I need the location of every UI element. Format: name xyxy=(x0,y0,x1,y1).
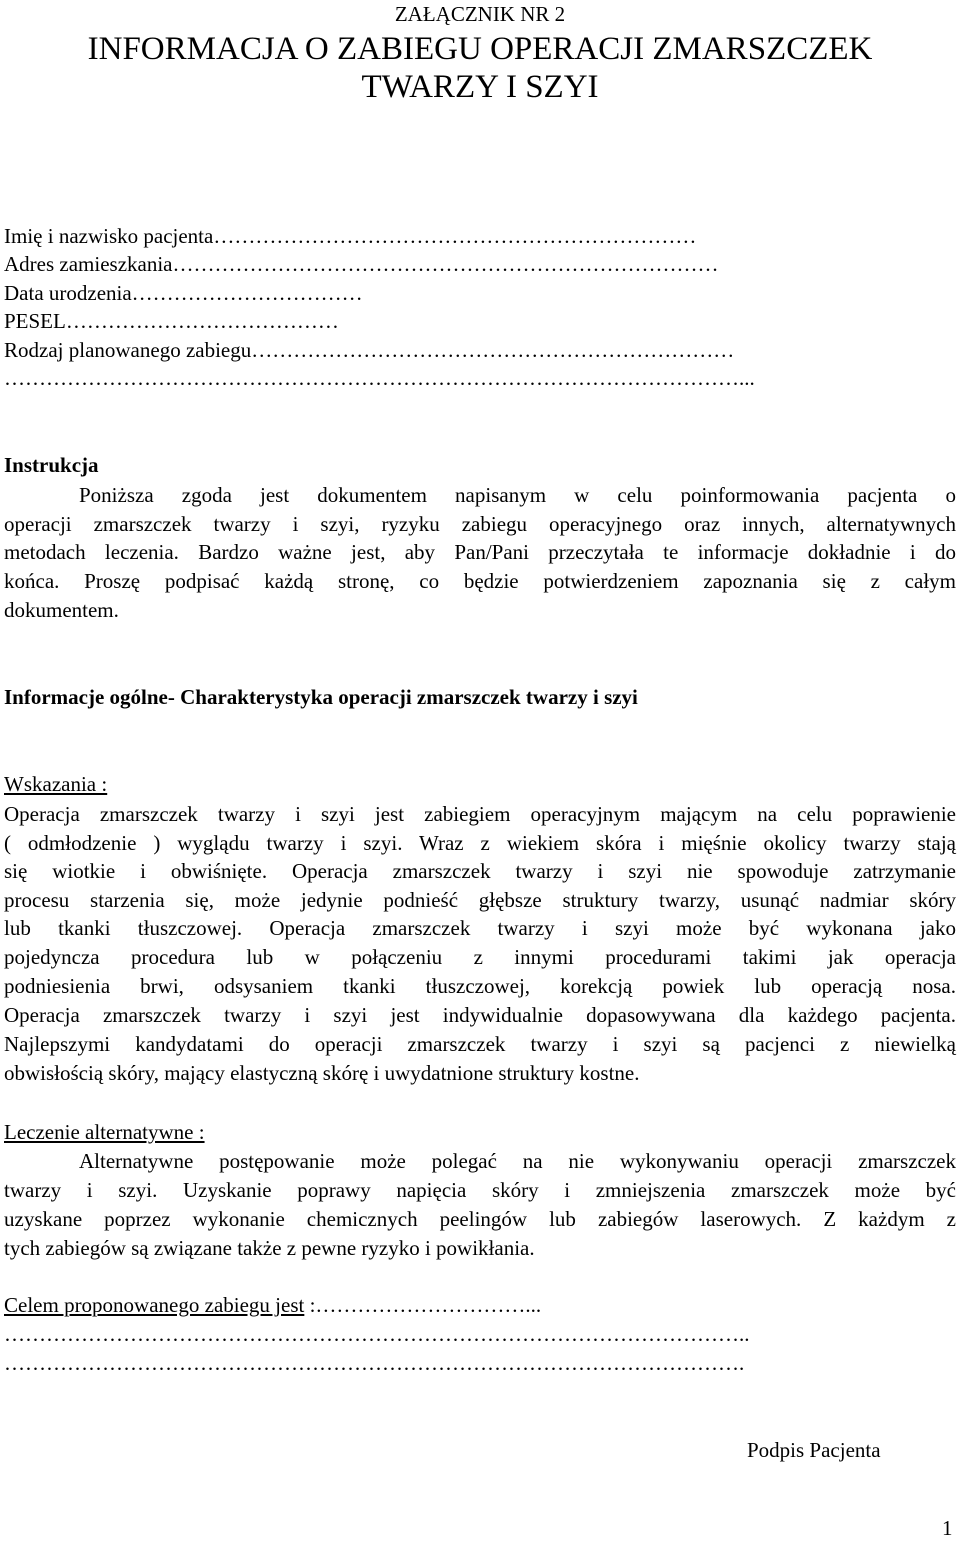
document-title-line-1: INFORMACJA O ZABIEGU OPERACJI ZMARSZCZEK xyxy=(87,31,873,67)
leczenie-line: uzyskane poprzez wykonanie chemicznych peelingów lub zabiegów laserowych. Z każdym z xyxy=(4,1207,956,1231)
cel-dots: :…………………………... xyxy=(304,1293,542,1317)
patient-pesel-field: PESEL………………………………… xyxy=(4,309,339,333)
wskazania-line: lub tkanki tłuszczowej. Operacja zmarszczek twarzy i szyi może być wykonana jako xyxy=(4,916,956,940)
cel-row xyxy=(4,1291,956,1320)
cel-dots-line: …………………………………………………………………………………………….. xyxy=(4,1322,750,1346)
wskazania-line: ( odmłodzenie ) wyglądu twarzy i szyi. Wraz z wiekiem skóra i mięśnie okolicy twarzy stają xyxy=(4,831,956,855)
wskazania-line: Operacja zmarszczek twarzy i szyi jest zabiegiem operacyjnym mającym na celu poprawienie xyxy=(4,802,956,826)
wskazania-line: Operacja zmarszczek twarzy i szyi jest indywidualnie dopasowywana dla każdego pacjenta. xyxy=(4,1003,956,1027)
instrukcja-heading: Instrukcja xyxy=(4,453,99,477)
patient-address-field: Adres zamieszkania…………………………………………………………………… xyxy=(4,252,719,276)
leczenie-line: twarzy i szyi. Uzyskanie poprawy napięcia skóry i zmniejszenia zmarszczek może być xyxy=(4,1178,956,1202)
procedure-type-field: Rodzaj planowanego zabiegu…………………………………………………………… xyxy=(4,338,735,362)
informacje-heading: Informacje ogólne- Charakterystyka operacji zmarszczek twarzy i szyi xyxy=(4,685,638,709)
wskazania-line: podniesienia brwi, odsysaniem tkanki tłuszczowej, korekcją powiek lub operacją nosa. xyxy=(4,974,956,998)
instrukcja-line: operacji zmarszczek twarzy i szyi, ryzyku zabiegu operacyjnego oraz innych, alternatywnych xyxy=(4,512,956,536)
wskazania-heading: Wskazania : xyxy=(4,772,108,796)
page-number: 1 xyxy=(942,1516,953,1540)
instrukcja-line: końca. Proszę podpisać każdą stronę, co będzie potwierdzeniem zapoznania się z całym xyxy=(4,569,956,593)
cel-dots-line: ……………………………………………………………………………………………. xyxy=(4,1351,745,1375)
annex-label: ZAŁĄCZNIK NR 2 xyxy=(394,2,566,26)
wskazania-line: Najlepszymi kandydatami do operacji zmarszczek twarzy i szyi są pacjenci z niewielką xyxy=(4,1032,956,1056)
instrukcja-line: Poniższa zgoda jest dokumentem napisanym w celu poinformowania pacjenta o xyxy=(79,483,956,507)
cel-heading: Celem proponowanego zabiegu jest xyxy=(4,1293,305,1317)
patient-name-field: Imię i nazwisko pacjenta…………………………………………………………… xyxy=(4,224,697,248)
wskazania-line: procesu starzenia się, może jedynie podnieść głębsze struktury twarzy, usunąć nadmiar skóry xyxy=(4,888,956,912)
patient-dob-field: Data urodzenia…………………………… xyxy=(4,281,363,305)
instrukcja-line: dokumentem. xyxy=(4,598,119,622)
leczenie-line: Alternatywne postępowanie może polegać na nie wykonywaniu operacji zmarszczek xyxy=(79,1149,956,1173)
procedure-type-continuation: ……………………………………………………………………………………………... xyxy=(4,366,755,390)
wskazania-line: obwisłością skóry, mający elastyczną skórę i uwydatnione struktury kostne. xyxy=(4,1061,640,1085)
instrukcja-line: metodach leczenia. Bardzo ważne jest, aby Pan/Pani przeczytała te informacje dokładnie i do xyxy=(4,540,956,564)
signature-label: Podpis Pacjenta xyxy=(747,1438,881,1462)
wskazania-line: pojedyncza procedura lub w połączeniu z innymi procedurami takimi jak operacja xyxy=(4,945,956,969)
wskazania-line: się wiotkie i obwiśnięte. Operacja zmarszczek twarzy i szyi nie spowoduje zatrzymanie xyxy=(4,859,956,883)
document-title-line-2: TWARZY I SZYI xyxy=(361,69,599,105)
leczenie-heading: Leczenie alternatywne : xyxy=(4,1120,205,1144)
leczenie-line: tych zabiegów są związane także z pewne ryzyko i powikłania. xyxy=(4,1236,535,1260)
